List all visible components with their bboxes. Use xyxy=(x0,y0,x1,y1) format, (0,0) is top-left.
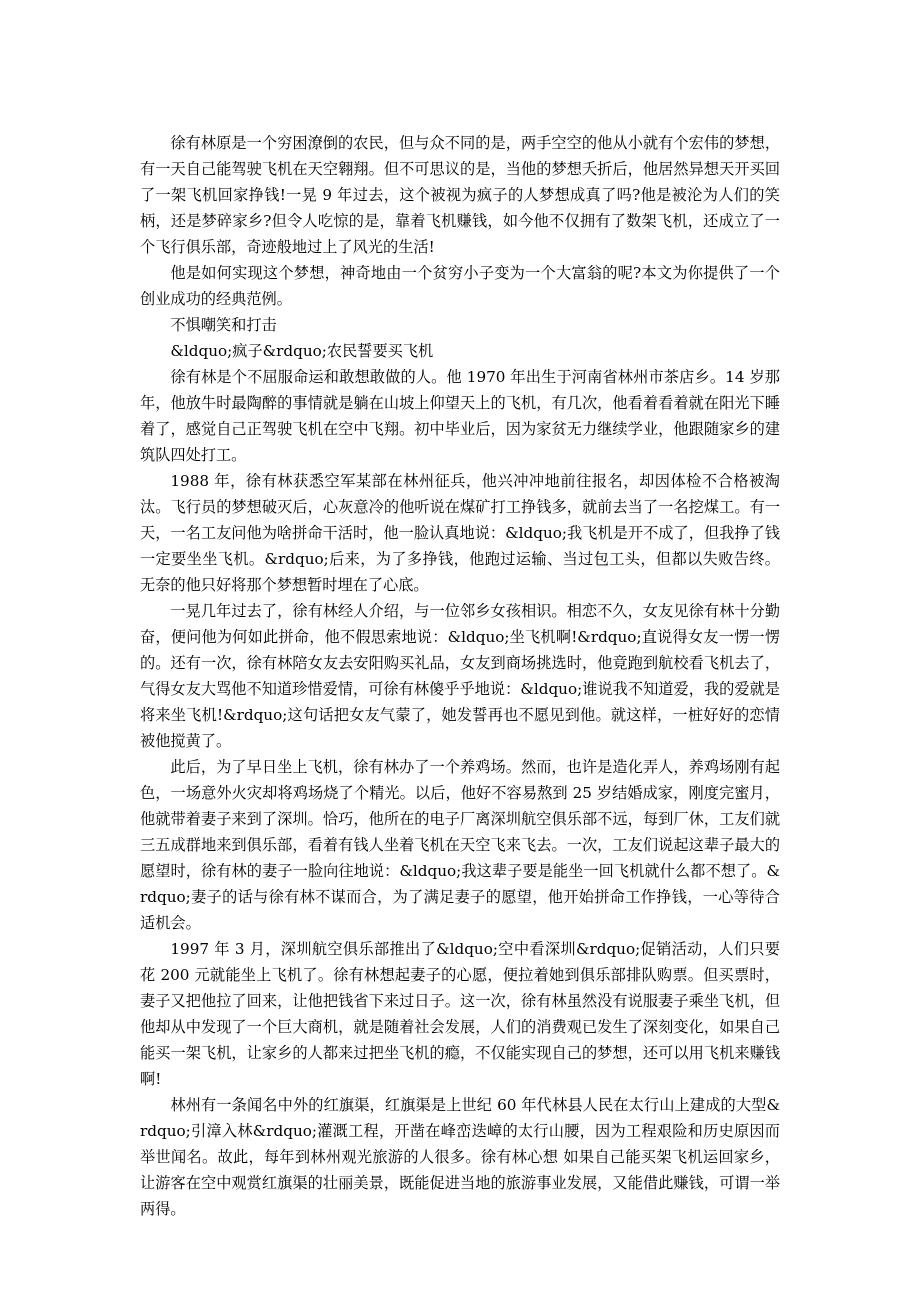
paragraph-intro: 徐有林原是一个穷困潦倒的农民，但与众不同的是，两手空空的他从小就有个宏伟的梦想，有一天自己能驾驶飞机在天空翱翔。但不可思议的是，当他的梦想夭折后，他居然异想天开买回了一架飞机回家挣钱!一晃 9 年过去，这个被视为疯子的人梦想成真了吗?他是被沦为人们的笑柄，还是梦碎家乡?但令人吃惊的是，靠着飞机赚钱，如今他不仅拥有了数架飞机，还成立了一个飞行俱乐部，奇迹般地过上了风光的生活! xyxy=(140,134,780,256)
paragraph-question: 他是如何实现这个梦想，神奇地由一个贫穷小子变为一个大富翁的呢?本文为你提供了一个创业成功的经典范例。 xyxy=(140,264,780,308)
paragraph-background: 徐有林是个不屈服命运和敢想敢做的人。他 1970 年出生于河南省林州市茶店乡。14 岁那年，他放牛时最陶醉的事情就是躺在山坡上仰望天上的飞机，有几次，他看着看着就在阳光下睡着了，感觉自己正驾驶飞机在空中飞翔。初中毕业后，因为家贫无力继续学业，他跟随家乡的建筑队四处打工。 xyxy=(140,368,780,464)
section-heading: 不惧嘲笑和打击 xyxy=(170,316,277,334)
paragraph-hongqiqu: 林州有一条闻名中外的红旗渠，红旗渠是上世纪 60 年代林县人民在太行山上建成的大型&rdquo;引漳入林&rdquo;灌溉工程，开凿在峰峦迭嶂的太行山腰，因为工程艰险和历史原因而举世闻名。故此，每年到林州观光旅游的人很多。徐有林心想 如果自己能买架飞机运回家乡，让游客在空中观赏红旗渠的壮丽美景，既能促进当地的旅游事业发展，又能借此赚钱，可谓一举两得。 xyxy=(140,1096,780,1218)
paragraph-chicken-farm: 此后，为了早日坐上飞机，徐有林办了一个养鸡场。然而，也许是造化弄人，养鸡场刚有起色，一场意外火灾却将鸡场烧了个精光。以后，他好不容易熬到 25 岁结婚成家，刚度完蜜月，他就带着妻子来到了深圳。恰巧，他所在的电子厂离深圳航空俱乐部不远，每到厂休，工友们就三五成群地来到俱乐部，看着有钱人坐着飞机在天空飞来飞去。一次，工友们说起这辈子最大的愿望时，徐有林的妻子一脸向往地说：&ldquo;我这辈子要是能坐一回飞机就什么都不想了。&rdquo;妻子的话与徐有林不谋而合，为了满足妻子的愿望，他开始拼命工作挣钱，一心等待合适机会。 xyxy=(140,758,780,932)
section-subheading: &ldquo;疯子&rdquo;农民誓要买飞机 xyxy=(170,342,434,360)
paragraph-1997: 1997 年 3 月，深圳航空俱乐部推出了&ldquo;空中看深圳&rdquo;促销活动，人们只要花 200 元就能坐上飞机了。徐有林想起妻子的心愿，便拉着她到俱乐部排队购票。但买票时，妻子又把他拉了回来，让他把钱省下来过日子。这一次，徐有林虽然没有说服妻子乘坐飞机，但他却从中发现了一个巨大商机，就是随着社会发展，人们的消费观已发生了深刻变化，如果自己能买一架飞机，让家乡的人都来过把坐飞机的瘾，不仅能实现自己的梦想，还可以用飞机来赚钱啊! xyxy=(140,940,780,1088)
paragraph-1988: 1988 年，徐有林获悉空军某部在林州征兵，他兴冲冲地前往报名，却因体检不合格被淘汰。飞行员的梦想破灭后，心灰意冷的他听说在煤矿打工挣钱多，就前去当了一名挖煤工。有一天，一名工友问他为啥拼命干活时，他一脸认真地说：&ldquo;我飞机是开不成了，但我挣了钱一定要坐坐飞机。&rdquo;后来，为了多挣钱，他跑过运输、当过包工头，但都以失败告终。无奈的他只好将那个梦想暂时埋在了心底。 xyxy=(140,472,780,594)
document-page xyxy=(140,130,780,1222)
paragraph-girlfriend: 一晃几年过去了，徐有林经人介绍，与一位邻乡女孩相识。相恋不久，女友见徐有林十分勤奋，便问他为何如此拼命，他不假思索地说：&ldquo;坐飞机啊!&rdquo;直说得女友一愣一愣的。还有一次，徐有林陪女友去安阳购买礼品，女友到商场挑选时，他竟跑到航校看飞机去了，气得女友大骂他不知道珍惜爱情，可徐有林傻乎乎地说：&ldquo;谁说我不知道爱，我的爱就是将来坐飞机!&rdquo;这句话把女友气蒙了，她发誓再也不愿见到他。就这样，一桩好好的恋情被他搅黄了。 xyxy=(140,602,780,750)
